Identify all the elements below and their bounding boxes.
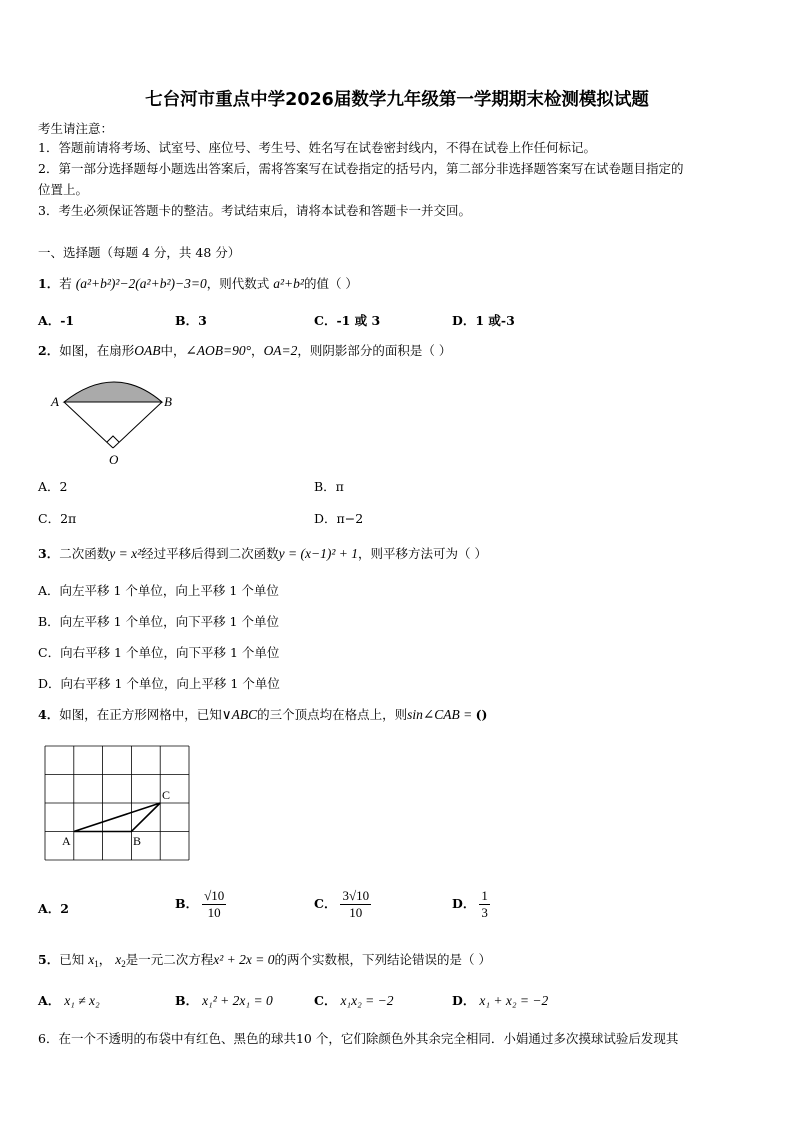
sector-figure [44,370,184,470]
question-5: 5．已知 $x_1$， $x_2$是一元二次方程x² + 2x = 0的两个实数根，下列结论错误的是（ ） [38,952,491,969]
page-title: 七台河市重点中学2026届数学九年级第一学期期末检测模拟试题 [145,90,649,110]
question-2: 2．如图，在扇形OAB中，∠AOB=90°，OA=2，则阴影部分的面积是（ ） [38,343,452,358]
question-1: 1．若 (a²+b²)²−2(a²+b²)−3=0，则代数式 a²+b²的值（ ） [38,276,358,291]
q5-option-a: A． x₁ ≠ x₂ [38,993,100,1008]
q5-option-b: B． x₁² + 2x₁ = 0 [175,993,273,1008]
q4-option-c: C． $\frac{3√10}{10}$ [314,888,370,920]
fraction: $\frac{√10}{10}$ [204,888,225,920]
label-a: A [51,394,59,409]
shaded-segment [64,382,162,402]
q2-option-c: C．2π [38,511,77,526]
section-heading: 一、选择题（每题 4 分，共 48 分） [38,245,241,260]
question-3: 3．二次函数y = x²经过平移后得到二次函数y = (x−1)² + 1，则平移方法可为（ ） [38,546,487,561]
notice-item-1: 1．答题前请将考场、试室号、座位号、考生号、姓名写在试卷密封线内，不得在试卷上作任何标记。 [38,140,596,155]
q3-option-a: A．向左平移 1 个单位，向上平移 1 个单位 [38,583,279,598]
label-b: B [133,834,142,848]
q3-option-b: B．向左平移 1 个单位，向下平移 1 个单位 [38,614,279,629]
q2-option-b: B．π [314,479,344,494]
q1-expression: (a²+b²)²−2(a²+b²)−3=0 [75,276,207,291]
q1-option-d: D．1 或-3 [452,313,515,328]
q1-option-a: A．-1 [38,313,75,328]
label-c: C [162,788,171,802]
q2-option-a: A．2 [38,479,68,494]
notice-item-2-cont: 位置上。 [38,182,89,197]
q2-option-d: D．π−2 [314,511,364,526]
question-4: 4．如图，在正方形网格中，已知∨ABC的三个顶点均在格点上，则sin∠CAB = () [38,707,488,722]
right-angle-mark [107,436,119,442]
var-x1: $x_1$ [88,952,99,969]
q4-option-b: B． $\frac{√10}{10}$ [175,888,225,920]
fraction: $\frac{1}{3}$ [481,888,488,920]
notice-item-3: 3．考生必须保证答题卡的整洁。考试结束后，请将本试卷和答题卡一并交回。 [38,203,471,218]
question-6: 6．在一个不透明的布袋中有红色、黑色的球共10 个，它们除颜色外其余完全相同．小娟通过多次摸球试验后发现其 [38,1031,679,1046]
var-x2: $x_2$ [115,952,126,969]
radius-oa [64,402,113,448]
label-b: B [164,394,172,409]
notice-item-2: 2．第一部分选择题每小题选出答案后，需将答案写在试卷指定的括号内，第二部分非选择题答案写在试卷题目指定的 [38,161,684,176]
label-a: A [62,834,71,848]
q5-option-c: C． x₁x₂ = −2 [314,993,394,1008]
q1-option-c: C．-1 或 3 [314,313,381,328]
radius-ob [113,402,162,448]
q4-option-a: A．2 [38,901,69,916]
triangle-abc [74,803,160,832]
label-o: O [109,452,119,467]
q1-option-b: B．3 [175,313,207,328]
q1-number: 1． [38,276,60,291]
notice-heading: 考生请注意： [38,121,114,136]
q3-option-d: D．向右平移 1 个单位，向上平移 1 个单位 [38,676,280,691]
q5-option-d: D． x₁ + x₂ = −2 [452,993,549,1008]
q4-option-d: D． $\frac{1}{3}$ [452,888,488,920]
fraction: $\frac{3√10}{10}$ [342,888,370,920]
grid-figure [44,745,194,865]
q3-option-c: C．向右平移 1 个单位，向下平移 1 个单位 [38,645,280,660]
